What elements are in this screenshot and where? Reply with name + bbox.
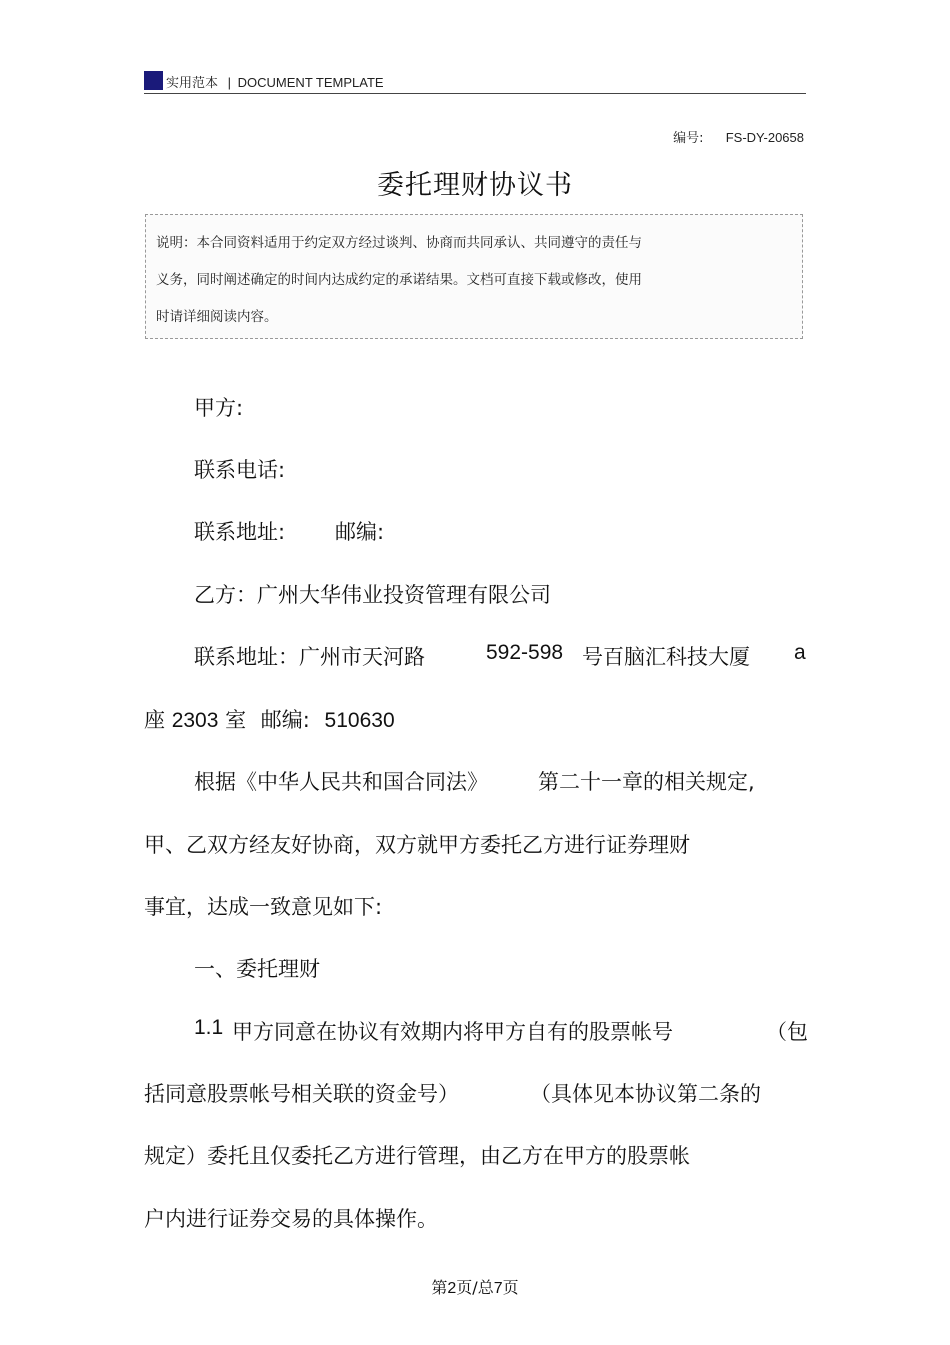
description-line: 说明：本合同资料适用于约定双方经过谈判、协商而共同承认、共同遵守的责任与 (156, 235, 642, 251)
footer-total-pages: 7 (493, 1280, 503, 1297)
room-number: 2303 (171, 709, 219, 732)
footer-middle: 页/总 (456, 1278, 494, 1297)
clause-1-1-line-b: （包 (766, 1020, 808, 1044)
description-line: 时请详细阅读内容。 (156, 309, 278, 325)
postcode-b-value: 510630 (324, 709, 395, 732)
clause-1-1-line-a: 甲方同意在协议有效期内将甲方自有的股票帐号 (232, 1020, 673, 1044)
header-separator: | (227, 75, 232, 90)
document-number-value: FS-DY-20658 (725, 130, 804, 145)
header-rule (144, 93, 806, 94)
section-heading-1: 一、委托理财 (194, 957, 320, 981)
header-label (166, 72, 384, 91)
page-footer (0, 1275, 950, 1298)
address-b-number: 592-598 (486, 641, 564, 664)
party-a-label: 甲方: (194, 396, 244, 420)
clause-1-1-line-e: 规定）委托且仅委托乙方进行管理，由乙方在甲方的股票帐 (144, 1144, 690, 1168)
address-a-label: 联系地址: (194, 520, 286, 544)
party-b-line: 乙方：广州大华伟业投资管理有限公司 (194, 583, 551, 607)
phone-label: 联系电话: (194, 458, 286, 482)
clause-1-1-line-f: 户内进行证券交易的具体操作。 (144, 1207, 438, 1231)
header-logo-square (144, 71, 163, 90)
basis-line-1a: 根据《中华人民共和国合同法》 (194, 770, 488, 794)
postcode-b-label: 邮编: (260, 708, 310, 732)
document-number (673, 127, 804, 146)
address-b-block: a (794, 641, 806, 664)
room-prefix: 座 (144, 708, 165, 732)
basis-line-1b: 第二十一章的相关规定, (538, 770, 755, 794)
document-number-label: 编号: (673, 131, 704, 146)
basis-line-3: 事宜，达成一致意见如下: (144, 895, 383, 919)
address-b-label: 联系地址：广州市天河路 (194, 645, 425, 669)
address-b-rest: 号百脑汇科技大厦 (582, 645, 750, 669)
page-title: 委托理财协议书 (377, 170, 573, 201)
postcode-a-label: 邮编: (335, 520, 385, 544)
room-line (144, 704, 395, 734)
room-suffix: 室 (225, 708, 247, 732)
header-template: DOCUMENT TEMPLATE (237, 75, 384, 90)
footer-prefix: 第 (431, 1278, 448, 1297)
clause-1-1-line-c: 括同意股票帐号相关联的资金号） (144, 1082, 459, 1106)
header-label-cn: 实用范本 (166, 75, 219, 90)
basis-line-2: 甲、乙双方经友好协商，双方就甲方委托乙方进行证券理财 (144, 833, 690, 857)
clause-1-1-number: 1.1 (194, 1016, 224, 1039)
description-line: 义务，同时阐述确定的时间内达成约定的承诺结果。文档可直接下载或修改，使用 (156, 272, 642, 288)
footer-page-number: 2 (447, 1280, 457, 1297)
clause-1-1-line-d: （具体见本协议第二条的 (530, 1082, 761, 1106)
footer-suffix: 页 (502, 1278, 519, 1297)
description-box (145, 214, 803, 339)
